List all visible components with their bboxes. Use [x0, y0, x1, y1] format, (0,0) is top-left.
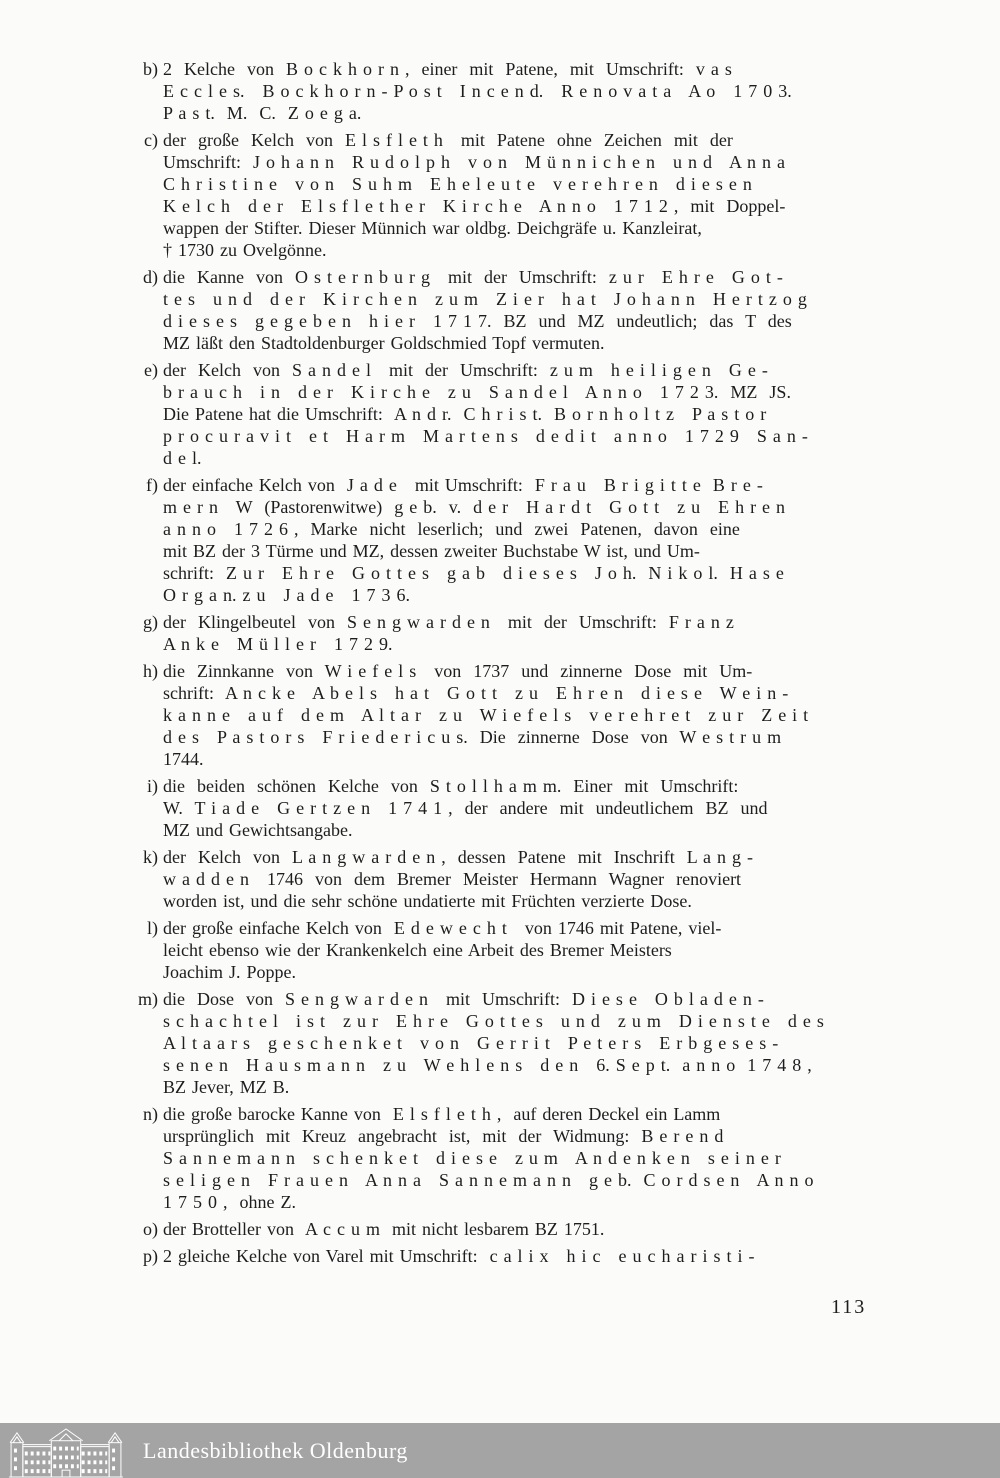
list-item [126, 660, 888, 770]
item-line: die große barocke Kanne von E l s f l e t h , auf deren Deckel ein Lamm [163, 1104, 721, 1124]
item-line: die Kanne von O s t e r n b u r g mit der Umschrift: z u r E h r e G o t - [163, 267, 783, 287]
item-label: d) [143, 267, 158, 287]
item-lines [163, 58, 888, 124]
footer-bar [0, 1423, 1000, 1478]
item-line: k a n n e a u f d e m A l t a r z u W i e f e l s v e r e h r e t z u r Z e i t [163, 705, 809, 725]
item-line: † 1730 zu Ovelgönne. [163, 240, 327, 260]
list-item [126, 917, 888, 983]
item-line: C h r i s t i n e v o n S u h m E h e l e u t e v e r e h r e n d i e s e n [163, 174, 752, 194]
item-line: der Klingelbeutel von S e n g w a r d e n mit der Umschrift: F r a n z [163, 612, 734, 632]
item-list [126, 58, 888, 1272]
list-item [126, 359, 888, 469]
item-line: W. T i a d e G e r t z e n 1 7 4 1 , der andere mit undeutlichem BZ und [163, 798, 768, 818]
item-line: w a d d e n 1746 von dem Bremer Meister Hermann Wagner renoviert [163, 869, 742, 889]
item-line: E c c l e s. B o c k h o r n - P o s t I n c e n d. R e n o v a t a A o 1 7 0 3. [163, 81, 792, 101]
item-line: der einfache Kelch von J a d e mit Umschrift: F r a u B r i g i t t e B r e - [163, 475, 763, 495]
item-lines [163, 129, 888, 261]
item-line: MZ läßt den Stadtoldenburger Goldschmied Topf vermuten. [163, 333, 605, 353]
list-item [126, 474, 888, 606]
item-line: t e s u n d d e r K i r c h e n z u m Z i e r h a t J o h a n n H e r t z o g [163, 289, 807, 309]
item-line: Die Patene hat die Umschrift: A n d r. C h r i s t. B o r n h o l t z P a s t o r [163, 404, 767, 424]
item-lines [163, 1103, 888, 1213]
item-line: b r a u c h i n d e r K i r c h e z u S a n d e l A n n o 1 7 2 3. MZ JS. [163, 382, 791, 402]
list-item [126, 1245, 888, 1267]
item-label: e) [144, 360, 158, 380]
item-line: Umschrift: J o h a n n R u d o l p h v o n M ü n n i c h e n u n d A n n a [163, 152, 785, 172]
item-label: g) [143, 612, 158, 632]
list-item [126, 1103, 888, 1213]
item-line: 1 7 5 0 , ohne Z. [163, 1192, 296, 1212]
list-item [126, 266, 888, 354]
item-label: b) [143, 59, 158, 79]
item-label: p) [143, 1246, 158, 1266]
item-label: f) [146, 475, 158, 495]
page-number: 113 [831, 1296, 867, 1318]
item-line: wappen der Stifter. Dieser Münnich war oldbg. Deichgräfe u. Kanzleirat, [163, 218, 702, 238]
item-label: l) [147, 918, 158, 938]
item-line: der große Kelch von E l s f l e t h mit Patene ohne Zeichen mit der [163, 130, 733, 150]
item-line: leicht ebenso wie der Krankenkelch eine Arbeit des Bremer Meisters [163, 940, 672, 960]
item-line: der Kelch von L a n g w a r d e n , dessen Patene mit Inschrift L a n g - [163, 847, 754, 867]
item-lines [163, 474, 888, 606]
item-line: 2 Kelche von B o c k h o r n , einer mit Patene, mit Umschrift: v a s [163, 59, 732, 79]
item-lines [163, 846, 888, 912]
item-line: die Dose von S e n g w a r d e n mit Umschrift: D i e s e O b l a d e n - [163, 989, 764, 1009]
item-line: d e s P a s t o r s F r i e d e r i c u s. Die zinnerne Dose von W e s t r u m [163, 727, 782, 747]
item-line: schrift: Z u r E h r e G o t t e s g a b d i e s e s J o h. N i k o l. H a s e [163, 563, 784, 583]
item-line: ursprünglich mit Kreuz angebracht ist, mit der Widmung: B e r e n d [163, 1126, 724, 1146]
item-label: n) [143, 1104, 158, 1124]
item-line: P a s t. M. C. Z o e g a. [163, 103, 362, 123]
item-line: O r g a n. z u J a d e 1 7 3 6. [163, 585, 410, 605]
item-line: der Brotteller von A c c u m mit nicht lesbarem BZ 1751. [163, 1219, 605, 1239]
item-line: 2 gleiche Kelche von Varel mit Umschrift: c a l i x h i c e u c h a r i s t i - [163, 1246, 755, 1266]
item-lines [163, 1245, 888, 1267]
list-item [126, 611, 888, 655]
item-lines [163, 660, 888, 770]
item-label: o) [143, 1219, 158, 1239]
item-label: m) [138, 989, 158, 1009]
item-lines [163, 775, 888, 841]
list-item [126, 129, 888, 261]
item-lines [163, 988, 888, 1098]
item-line: 1744. [163, 749, 204, 769]
item-lines [163, 611, 888, 655]
item-line: a n n o 1 7 2 6 , Marke nicht leserlich; und zwei Patenen, davon eine [163, 519, 740, 539]
item-line: Joachim J. Poppe. [163, 962, 296, 982]
library-name: Landesbibliothek Oldenburg [143, 1437, 408, 1463]
item-line: S a n n e m a n n s c h e n k e t d i e s e z u m A n d e n k e n s e i n e r [163, 1148, 781, 1168]
item-line: s e l i g e n F r a u e n A n n a S a n n e m a n n g e b. C o r d s e n A n n o [163, 1170, 814, 1190]
item-line: MZ und Gewichtsangabe. [163, 820, 353, 840]
item-line: mit BZ der 3 Türme und MZ, dessen zweiter Buchstabe W ist, und Um- [163, 541, 700, 561]
item-line: p r o c u r a v i t e t H a r m M a r t e n s d e d i t a n n o 1 7 2 9 S a n - [163, 426, 808, 446]
item-line: A n k e M ü l l e r 1 7 2 9. [163, 634, 393, 654]
item-lines [163, 917, 888, 983]
item-line: der große einfache Kelch von E d e w e c h t von 1746 mit Patene, viel- [163, 918, 722, 938]
list-item [126, 988, 888, 1098]
item-line: K e l c h d e r E l s f l e t h e r K i r c h e A n n o 1 7 1 2 , mit Doppel- [163, 196, 786, 216]
item-line: die beiden schönen Kelche von S t o l l h a m m. Einer mit Umschrift: [163, 776, 739, 796]
item-line: d i e s e s g e g e b e n h i e r 1 7 1 7. BZ und MZ undeutlich; das T des [163, 311, 792, 331]
list-item [126, 775, 888, 841]
item-line: BZ Jever, MZ B. [163, 1077, 290, 1097]
item-line: der Kelch von S a n d e l mit der Umschrift: z u m h e i l i g e n G e - [163, 360, 768, 380]
item-label: h) [143, 661, 158, 681]
list-item [126, 846, 888, 912]
item-line: worden ist, und die sehr schöne undatierte mit Früchten verzierte Dose. [163, 891, 692, 911]
item-label: c) [144, 130, 158, 150]
item-line: schrift: A n c k e A b e l s h a t G o t t z u E h r e n d i e s e W e i n - [163, 683, 789, 703]
item-label: k) [143, 847, 158, 867]
item-line: s e n e n H a u s m a n n z u W e h l e n s d e n 6. S e p t. a n n o 1 7 4 8 , [163, 1055, 812, 1075]
item-line: s c h a c h t e l i s t z u r E h r e G o t t e s u n d z u m D i e n s t e d e s [163, 1011, 824, 1031]
item-lines [163, 1218, 888, 1240]
item-lines [163, 359, 888, 469]
library-building-icon [7, 1427, 125, 1478]
list-item [126, 58, 888, 124]
item-label: i) [147, 776, 158, 796]
item-line: d e l. [163, 448, 202, 468]
item-line: A l t a a r s g e s c h e n k e t v o n G e r r i t P e t e r s E r b g e s e s - [163, 1033, 779, 1053]
item-line: die Zinnkanne von W i e f e l s von 1737 und zinnerne Dose mit Um- [163, 661, 753, 681]
list-item [126, 1218, 888, 1240]
item-lines [163, 266, 888, 354]
item-line: m e r n W (Pastorenwitwe) g e b. v. d e r H a r d t G o t t z u E h r e n [163, 497, 786, 517]
